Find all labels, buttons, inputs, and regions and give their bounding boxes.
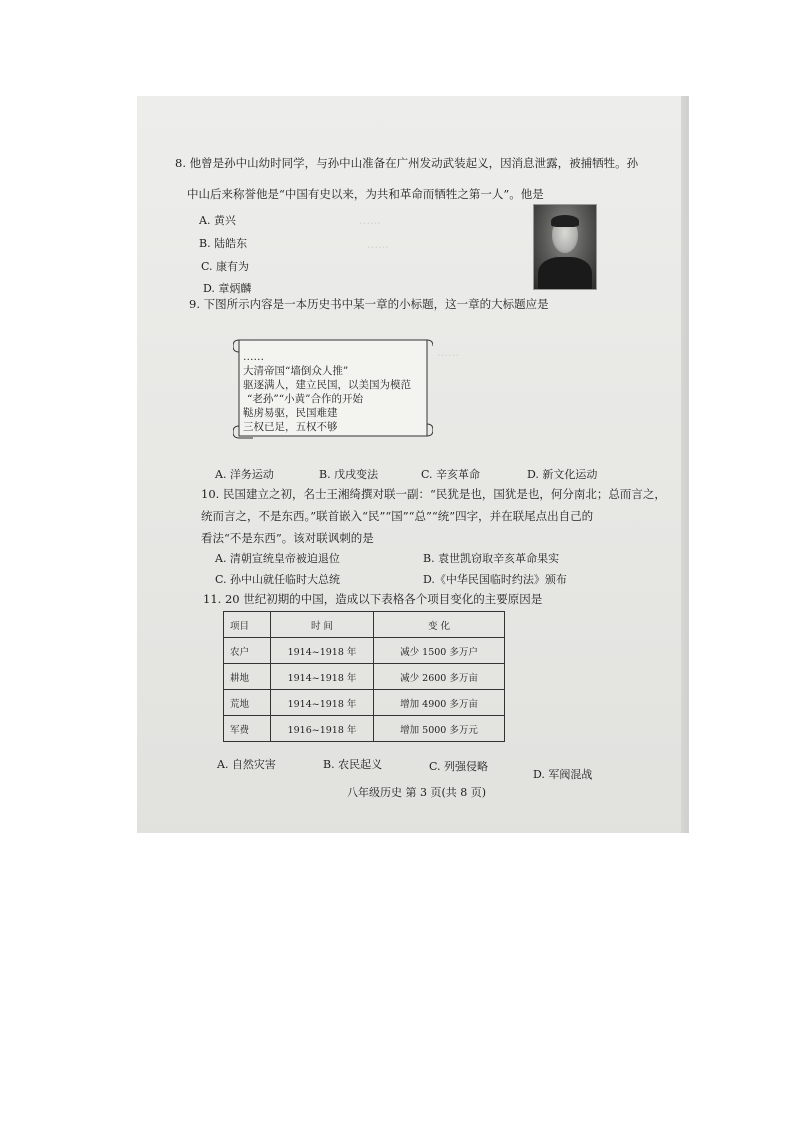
q11-option-d[interactable]: D. 军阀混战 xyxy=(533,768,593,781)
q8-option-d[interactable]: D. 章炳麟 xyxy=(203,282,252,295)
q11-option-b[interactable]: B. 农民起义 xyxy=(323,758,383,771)
q8-stem-line2: 中山后来称誉他是“中国有史以来，为共和革命而牺牲之第一人”。他是 xyxy=(187,187,544,201)
q8-option-a[interactable]: A. 黄兴 xyxy=(199,214,236,227)
table-header-cell: 时 间 xyxy=(271,612,374,638)
scroll-line: 驱逐满人，建立民国，以美国为模范 xyxy=(243,379,411,391)
table-cell: 减少 1500 多万户 xyxy=(374,638,505,664)
exam-page xyxy=(137,96,689,833)
q10-option-d[interactable]: D.《中华民国临时约法》颁布 xyxy=(423,573,567,586)
scroll-line: 大清帝国“墙倒众人推” xyxy=(243,365,349,377)
q10-option-a[interactable]: A. 清朝宣统皇帝被迫退位 xyxy=(215,552,340,565)
table-row xyxy=(224,716,505,742)
q10-stem-line2: 统而言之，不是东西。”联首嵌入“民”“国”“总”“统”四字，并在联尾点出自己的 xyxy=(201,509,594,523)
page-edge-shadow xyxy=(681,96,689,833)
q9-option-c[interactable]: C. 辛亥革命 xyxy=(421,468,481,481)
q10-option-b[interactable]: B. 袁世凯窃取辛亥革命果实 xyxy=(423,552,560,565)
bleed-through-mark: …… xyxy=(437,346,459,359)
table-header-cell: 项目 xyxy=(224,612,271,638)
q11-stem: 11. 20 世纪初期的中国，造成以下表格各个项目变化的主要原因是 xyxy=(203,592,543,606)
table-header-row xyxy=(224,612,505,638)
q9-option-d[interactable]: D. 新文化运动 xyxy=(527,468,598,481)
q10-stem-line3: 看法“不是东西”。该对联讽刺的是 xyxy=(201,531,374,545)
q8-stem-line1: 8. 他曾是孙中山幼时同学，与孙中山准备在广州发动武装起义，因消息泄露，被捕牺牲。孙 xyxy=(175,156,639,170)
q8-option-b[interactable]: B. 陆皓东 xyxy=(199,237,248,250)
scroll-line: “老孙”“小黄”合作的开始 xyxy=(247,393,363,405)
table-cell: 增加 4900 多万亩 xyxy=(374,690,505,716)
table-cell: 增加 5000 多万元 xyxy=(374,716,505,742)
table-row xyxy=(224,690,505,716)
q11-table xyxy=(223,611,505,742)
table-header-cell: 变 化 xyxy=(374,612,505,638)
table-cell: 军费 xyxy=(224,716,271,742)
q9-stem: 9. 下图所示内容是一本历史书中某一章的小标题，这一章的大标题应是 xyxy=(189,297,549,311)
table-cell: 1916~1918 年 xyxy=(271,716,374,742)
q10-option-c[interactable]: C. 孙中山就任临时大总统 xyxy=(215,573,341,586)
table-cell: 1914~1918 年 xyxy=(271,664,374,690)
q11-option-a[interactable]: A. 自然灾害 xyxy=(217,758,276,771)
bleed-through-mark: …… xyxy=(359,214,381,227)
table-cell: 减少 2600 多万亩 xyxy=(374,664,505,690)
table-cell: 耕地 xyxy=(224,664,271,690)
scroll-line: …… xyxy=(243,351,264,363)
portrait-photo xyxy=(533,204,597,290)
scroll-line: 三权已足，五权不够 xyxy=(243,421,338,433)
table-row xyxy=(224,664,505,690)
scroll-illustration xyxy=(233,336,429,440)
page-footer: 八年级历史 第 3 页(共 8 页) xyxy=(347,786,487,799)
bleed-through-mark: …… xyxy=(367,238,389,251)
table-cell: 荒地 xyxy=(224,690,271,716)
q9-option-b[interactable]: B. 戊戌变法 xyxy=(319,468,379,481)
q8-option-c[interactable]: C. 康有为 xyxy=(201,260,250,273)
scroll-line: 鞑虏易驱，民国难建 xyxy=(243,407,338,419)
q11-option-c[interactable]: C. 列强侵略 xyxy=(429,760,489,773)
q9-option-a[interactable]: A. 洋务运动 xyxy=(215,468,274,481)
table-cell: 农户 xyxy=(224,638,271,664)
q10-stem-line1: 10. 民国建立之初，名士王湘绮撰对联一副：“民犹是也，国犹是也，何分南北；总而言之， xyxy=(201,487,666,501)
table-row xyxy=(224,638,505,664)
table-cell: 1914~1918 年 xyxy=(271,638,374,664)
table-cell: 1914~1918 年 xyxy=(271,690,374,716)
